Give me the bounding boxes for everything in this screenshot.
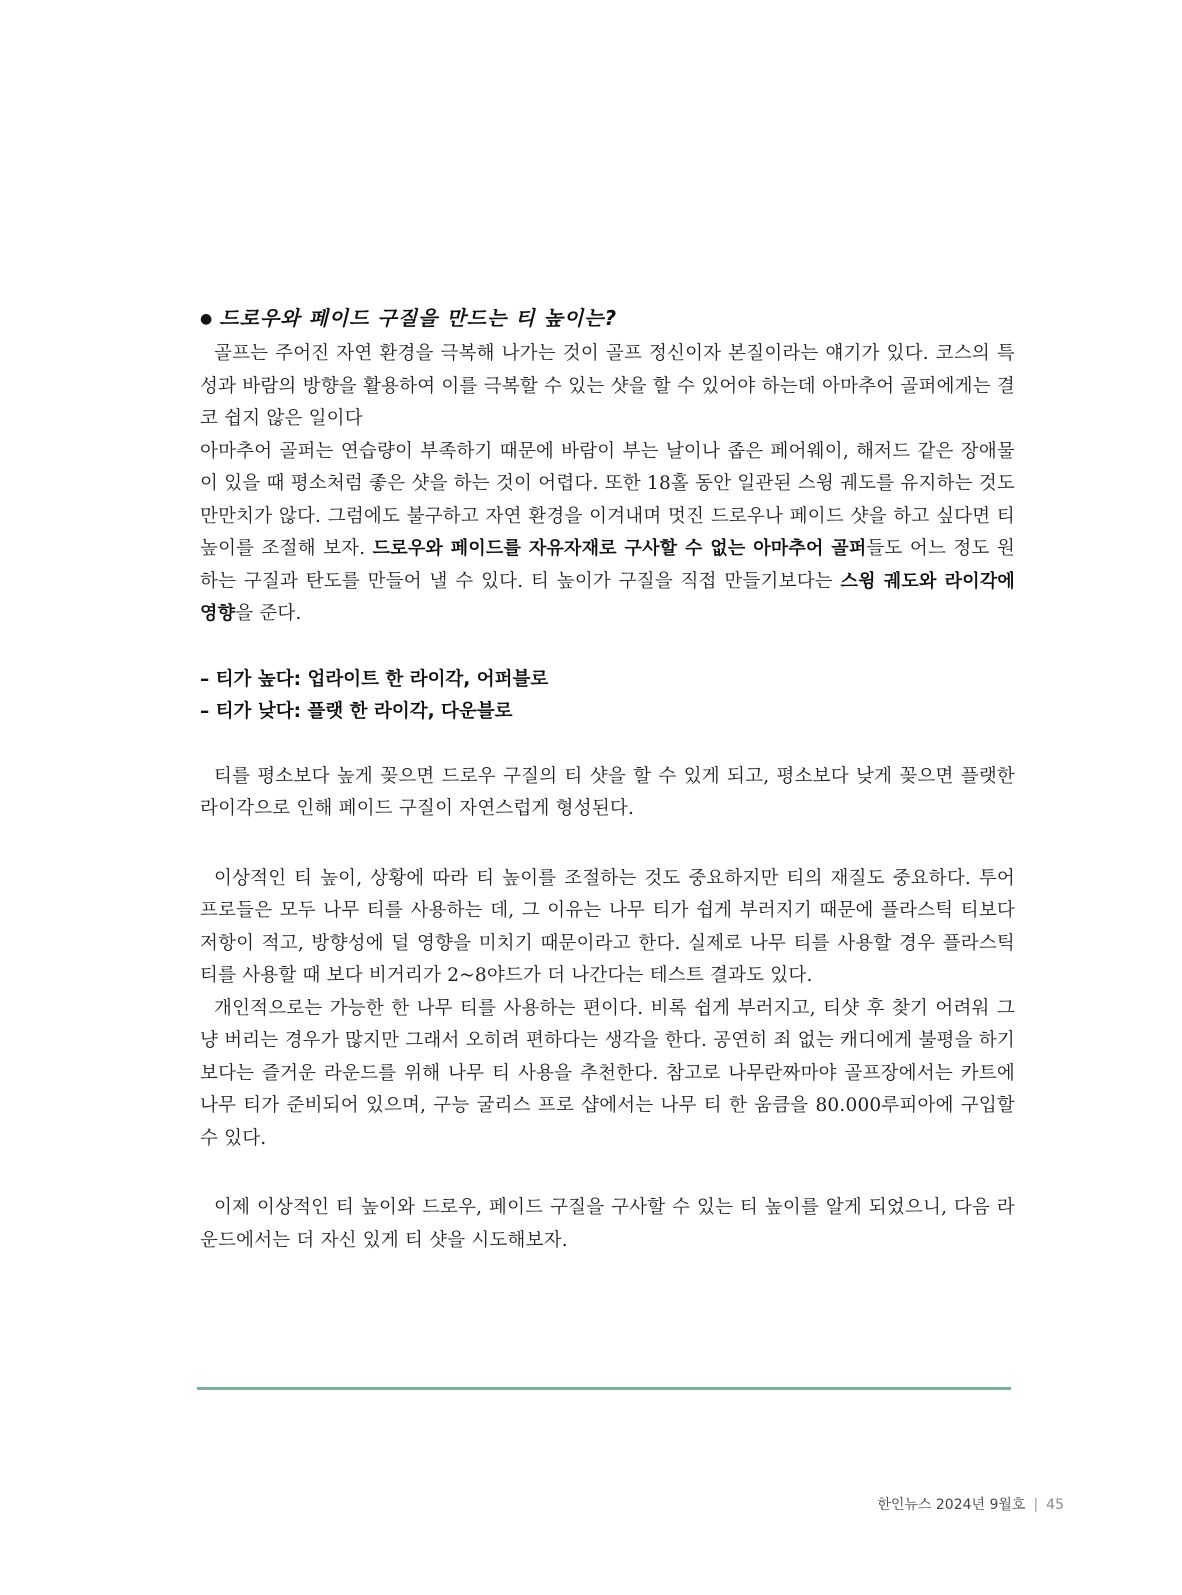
paragraph-tee-effect [200, 761, 1015, 826]
footer-separator: | [1033, 1497, 1039, 1513]
paragraph-tee-effect-text: 티를 평소보다 높게 꽂으면 드로우 구질의 티 샷을 할 수 있게 되고, 평소보다 낮게 꽂으면 플랫한 라이각으로 인해 페이드 구질이 자연스럽게 형성된다. [200, 765, 1015, 819]
bullet-icon: ● [200, 311, 214, 327]
emphasis-swing-lie: 스윙 궤도와 라이각에 영향 [200, 570, 1015, 624]
paragraph-closing [200, 1192, 1015, 1257]
paragraph-personal-text: 개인적으로는 가능한 한 나무 티를 사용하는 편이다. 비록 쉽게 부러지고, 티샷 후 찾기 어려워 그냥 버리는 경우가 많지만 그래서 오히려 편하다는 생각을 한다. 공연히 죄 없는 캐디에게 불평을 하기보다는 즐거운 라운드를 위해 나무 티 사용을 추천한다. 참고로 나무란짜마야 골프장에서는 카트에 나무 티가 준비되어 있으며, 구능 굴리스 프로 샵에서는 나무 티 한 움큼을 80.000루피아에 구입할 수 있다. [200, 997, 1015, 1149]
paragraph-tee-height-text-2: 들도 어느 정도 원하는 구질과 탄도를 만들어 낼 수 있다. 티 높이가 구질을 직접 만들기보다는 [200, 538, 1015, 592]
section-heading-text: 드로우와 페이드 구질을 만드는 티 높이는? [219, 306, 618, 330]
paragraph-personal [200, 993, 1015, 1156]
page-number: 45 [1046, 1497, 1064, 1513]
list-item-tee-high: – 티가 높다: 업라이트 한 라이각, 어퍼블로 [200, 668, 549, 690]
emphasis-draw-fade: 드로우와 페이드를 자유자재로 구사할 수 없는 아마추어 골퍼 [372, 538, 867, 559]
paragraph-tee-material-text: 이상적인 티 높이, 상황에 따라 티 높이를 조절하는 것도 중요하지만 티의 재질도 중요하다. 투어 프로들은 모두 나무 티를 사용하는 데, 그 이유는 나무 티가 쉽게 부러지기 때문에 플라스틱 티보다 저항이 적고, 방향성에 덜 영향을 미치기 때문이라고 한다. 실제로 나무 티를 사용할 경우 플라스틱 티를 사용할 때 보다 비거리가 2~8야드가 더 나간다는 테스트 결과도 있다. [200, 867, 1015, 986]
paragraph-intro [200, 338, 1015, 436]
paragraph-tee-material [200, 863, 1015, 993]
page-footer [877, 1494, 1064, 1514]
paragraph-tee-height-text-1: 아마추어 골퍼는 연습량이 부족하기 때문에 바람이 부는 날이나 좁은 페어웨이, 해저드 같은 장애물이 있을 때 평소처럼 좋은 샷을 하는 것이 어렵다. 또한 18홀 동안 일관된 스윙 궤도를 유지하는 것도 만만치가 않다. 그럼에도 불구하고 자연 환경을 이겨내며 멋진 드로우나 페이드 샷을 하고 싶다면 티 높이를 조절해 보자. [200, 440, 1015, 559]
list-item-tee-low: – 티가 낮다: 플랫 한 라이각, 다운블로 [200, 700, 513, 722]
divider-rule [197, 1387, 1011, 1390]
publication-name: 한인뉴스 2024년 9월호 [877, 1497, 1026, 1513]
section-heading [200, 300, 1015, 336]
paragraph-tee-height [200, 436, 1015, 631]
paragraph-closing-text: 이제 이상적인 티 높이와 드로우, 페이드 구질을 구사할 수 있는 티 높이를 알게 되었으니, 다음 라운드에서는 더 자신 있게 티 샷을 시도해보자. [200, 1197, 1015, 1251]
paragraph-intro-text: 골프는 주어진 자연 환경을 극복해 나가는 것이 골프 정신이자 본질이라는 얘기가 있다. 코스의 특성과 바람의 방향을 활용하여 이를 극복할 수 있는 샷을 할 수 있어야 하는데 아마추어 골퍼에게는 결코 쉽지 않은 일이다 [200, 343, 1015, 429]
paragraph-tee-height-text-3: 을 준다. [235, 603, 302, 624]
article-body [200, 300, 1015, 1257]
